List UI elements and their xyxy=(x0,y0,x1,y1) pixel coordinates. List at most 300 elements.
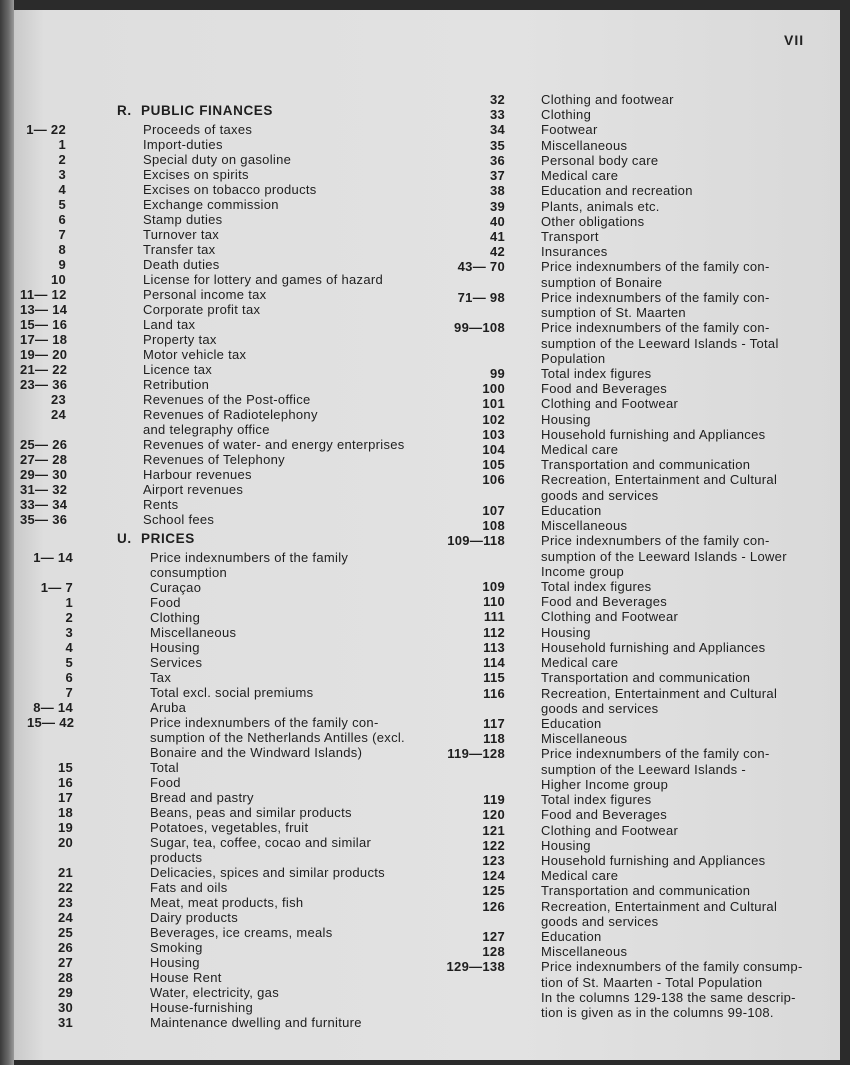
column-number: 114 xyxy=(483,655,505,671)
entry-description: Medical care xyxy=(541,168,619,184)
index-entry-row xyxy=(27,745,420,760)
column-number: 112 xyxy=(483,624,505,640)
index-entry-row xyxy=(20,272,420,287)
column-number: 15— 16 xyxy=(20,317,68,332)
index-entry-row xyxy=(440,503,840,518)
index-entry-row xyxy=(440,807,840,822)
section-letter: R. xyxy=(117,103,132,118)
entry-description: Education xyxy=(541,715,602,731)
entry-description: sumption of the Leeward Islands - Total xyxy=(541,335,779,351)
index-entry-row xyxy=(440,107,840,122)
index-entry-row xyxy=(27,820,420,835)
index-entry-row xyxy=(440,655,840,670)
column-number: 33— 34 xyxy=(20,497,68,512)
index-entry-row xyxy=(20,317,420,332)
entry-description: Recreation, Entertainment and Cultural xyxy=(541,472,778,488)
index-entry-row xyxy=(440,92,840,107)
column-number: 35 xyxy=(489,137,505,153)
index-entry-row xyxy=(20,452,420,467)
entry-description: Income group xyxy=(541,563,625,579)
entry-description: Food xyxy=(150,595,181,610)
column-number: 21— 22 xyxy=(20,362,68,377)
column-number: 19— 20 xyxy=(20,347,68,362)
entry-description: Personal income tax xyxy=(143,287,267,302)
entry-description: tion of St. Maarten - Total Population xyxy=(541,974,763,990)
entry-description: Bread and pastry xyxy=(150,790,254,805)
column-number: 2 xyxy=(58,152,66,167)
index-entry-row xyxy=(27,640,420,655)
entry-description: Personal body care xyxy=(541,152,659,168)
index-entry-row xyxy=(27,700,420,715)
index-entry-row xyxy=(20,167,420,182)
column-number: 6 xyxy=(58,212,66,227)
column-number: 28 xyxy=(57,970,73,985)
entry-description: Dairy products xyxy=(150,910,239,925)
column-number: 43— 70 xyxy=(457,259,505,275)
entry-description: Clothing xyxy=(541,107,592,123)
column-number: 36 xyxy=(489,152,505,168)
column-number: 41 xyxy=(489,228,505,244)
index-entry-row xyxy=(27,940,420,955)
entry-description: Footwear xyxy=(541,122,598,138)
column-number: 99 xyxy=(489,365,505,381)
index-entry-row xyxy=(20,287,420,302)
index-entry-row xyxy=(440,579,840,594)
index-entry-row xyxy=(27,595,420,610)
entry-description: goods and services xyxy=(541,913,659,929)
column-number: 113 xyxy=(483,639,505,655)
column-number: 22 xyxy=(57,880,73,895)
index-entry-row xyxy=(440,396,840,411)
index-entry-row xyxy=(27,865,420,880)
index-entry-row xyxy=(440,244,840,259)
entry-description: consumption xyxy=(150,565,228,580)
index-entry-row xyxy=(20,137,420,152)
entry-description: Corporate profit tax xyxy=(143,302,261,317)
index-entry-row xyxy=(27,850,420,865)
entry-description: Transfer tax xyxy=(143,242,216,257)
entry-description: Food and Beverages xyxy=(541,594,668,610)
column-number: 128 xyxy=(482,944,505,960)
entry-description: Rents xyxy=(143,497,179,512)
column-number: 26 xyxy=(57,940,73,955)
column-number: 39 xyxy=(489,198,505,214)
entry-description: sumption of St. Maarten xyxy=(541,305,686,321)
index-entry-row xyxy=(20,377,420,392)
entry-description: Total xyxy=(150,760,179,775)
entry-description: Excises on tobacco products xyxy=(143,182,317,197)
column-number: 1— 14 xyxy=(33,550,73,565)
column-number: 24 xyxy=(57,910,73,925)
column-number: 107 xyxy=(482,502,505,518)
index-entry-row xyxy=(20,347,420,362)
index-entry-row xyxy=(27,925,420,940)
index-entry-row xyxy=(20,407,420,422)
entry-description: Housing xyxy=(150,640,200,655)
index-entry-row xyxy=(440,366,840,381)
column-number: 40 xyxy=(489,213,505,229)
column-number: 25 xyxy=(57,925,73,940)
index-entry-row xyxy=(20,227,420,242)
entry-description: Tax xyxy=(150,670,172,685)
entry-description: Housing xyxy=(150,955,200,970)
column-number: 29 xyxy=(57,985,73,1000)
column-number: 3 xyxy=(58,167,66,182)
entry-description: Bonaire and the Windward Islands) xyxy=(150,745,363,760)
column-number: 111 xyxy=(483,609,505,625)
column-number: 109 xyxy=(482,579,505,594)
column-number: 1— 22 xyxy=(26,122,66,137)
entry-description: Aruba xyxy=(150,700,187,715)
index-entry-row xyxy=(440,701,840,716)
section-heading xyxy=(20,100,420,122)
index-entry-row xyxy=(440,899,840,914)
index-entry-row xyxy=(440,625,840,640)
index-entry-row xyxy=(20,152,420,167)
index-entry-row xyxy=(20,482,420,497)
index-entry-row xyxy=(440,868,840,883)
index-entry-row xyxy=(20,497,420,512)
index-entry-row xyxy=(440,944,840,959)
index-entry-row xyxy=(440,1005,840,1020)
column-number: 2 xyxy=(65,610,73,625)
entry-description: Recreation, Entertainment and Cultural xyxy=(541,685,778,701)
entry-description: Price indexnumbers of the family con- xyxy=(541,533,770,549)
entry-description: Price indexnumbers of the family consump- xyxy=(541,959,803,975)
column-number: 129—138 xyxy=(446,959,505,975)
index-entry-row xyxy=(440,716,840,731)
entry-description: Housing xyxy=(541,411,591,427)
index-entry-row xyxy=(20,197,420,212)
index-entry-row xyxy=(20,182,420,197)
entry-description: Turnover tax xyxy=(143,227,220,242)
column-number: 42 xyxy=(489,244,505,260)
column-number: 123 xyxy=(482,852,505,868)
index-entry-row xyxy=(27,880,420,895)
entry-description: Clothing and Footwear xyxy=(541,822,679,838)
entry-description: Death duties xyxy=(143,257,220,272)
entry-description: Plants, animals etc. xyxy=(541,198,660,214)
index-entry-row xyxy=(20,422,420,437)
section-title: PRICES xyxy=(141,531,195,546)
entry-description: sumption of the Leeward Islands - xyxy=(541,761,747,777)
index-entry-row xyxy=(440,975,840,990)
index-entry-row xyxy=(27,910,420,925)
entry-description: Services xyxy=(150,655,203,670)
column-number: 15— 42 xyxy=(27,715,75,730)
entry-description: Recreation, Entertainment and Cultural xyxy=(541,898,778,914)
index-entry-row xyxy=(440,381,840,396)
index-entry-row xyxy=(440,533,840,548)
column-number: 120 xyxy=(482,807,505,823)
column-number: 16 xyxy=(57,775,73,790)
entry-description: Price indexnumbers of the family con- xyxy=(150,715,379,730)
index-entry-row xyxy=(440,549,840,564)
column-number: 27 xyxy=(57,955,73,970)
column-number: 118 xyxy=(483,731,505,747)
section-letter: U. xyxy=(117,531,132,546)
index-entry-row xyxy=(440,959,840,974)
entry-description: Beans, peas and similar products xyxy=(150,805,352,820)
column-number: 108 xyxy=(482,518,505,534)
section-title: PUBLIC FINANCES xyxy=(141,103,274,118)
column-number: 71— 98 xyxy=(457,289,505,305)
index-entry-row xyxy=(440,914,840,929)
index-entry-row xyxy=(27,790,420,805)
column-number: 101 xyxy=(482,396,505,412)
index-entry-row xyxy=(440,259,840,274)
column-number: 25— 26 xyxy=(20,437,68,452)
index-entry-row xyxy=(440,427,840,442)
column-number: 116 xyxy=(483,685,505,701)
entry-description: sumption of the Netherlands Antilles (excl. xyxy=(150,730,405,745)
column-number: 109—118 xyxy=(447,533,505,549)
index-entry-row xyxy=(440,442,840,457)
entry-description: Revenues of the Post-office xyxy=(143,392,311,407)
index-entry-row xyxy=(27,730,420,745)
left-column-index xyxy=(20,100,420,1030)
index-entry-row xyxy=(27,610,420,625)
index-entry-row xyxy=(440,762,840,777)
column-number: 105 xyxy=(482,457,505,473)
entry-description: House-furnishing xyxy=(150,1000,254,1015)
column-number: 15 xyxy=(57,760,73,775)
index-entry-row xyxy=(440,564,840,579)
column-number: 1— 7 xyxy=(40,580,73,595)
index-entry-row xyxy=(20,332,420,347)
entry-description: products xyxy=(150,850,203,865)
index-entry-row xyxy=(27,805,420,820)
entry-description: Exchange commission xyxy=(143,197,279,212)
entry-description: School fees xyxy=(143,512,215,527)
entry-description: Education xyxy=(541,502,602,518)
column-number: 30 xyxy=(57,1000,73,1015)
column-number: 8— 14 xyxy=(33,700,73,715)
entry-description: Clothing and Footwear xyxy=(541,396,679,412)
column-number: 38 xyxy=(489,183,505,199)
index-entry-row xyxy=(440,792,840,807)
entry-description: Price indexnumbers of the family xyxy=(150,550,349,565)
entry-description: Price indexnumbers of the family con- xyxy=(541,746,770,762)
index-entry-row xyxy=(27,985,420,1000)
index-entry-row xyxy=(27,955,420,970)
index-entry-row xyxy=(20,512,420,527)
column-number: 127 xyxy=(482,929,505,945)
entry-description: Excises on spirits xyxy=(143,167,249,182)
entry-description: Medical care xyxy=(541,655,619,671)
entry-description: Clothing and footwear xyxy=(541,92,674,107)
entry-description: Household furnishing and Appliances xyxy=(541,426,766,442)
index-entry-row xyxy=(440,183,840,198)
index-entry-row xyxy=(440,122,840,137)
entry-description: Revenues of Telephony xyxy=(143,452,285,467)
entry-description: Transportation and communication xyxy=(541,883,751,899)
section-heading xyxy=(20,528,420,550)
column-number: 5 xyxy=(65,655,73,670)
column-number: 19 xyxy=(57,820,73,835)
entry-description: Revenues of water- and energy enterprises xyxy=(143,437,405,452)
entry-description: Food and Beverages xyxy=(541,381,668,397)
entry-description: sumption of Bonaire xyxy=(541,274,663,290)
column-number: 18 xyxy=(57,805,73,820)
entry-description: goods and services xyxy=(541,700,659,716)
column-number: 23 xyxy=(50,392,66,407)
index-entry-row xyxy=(27,565,420,580)
column-number: 17 xyxy=(57,790,73,805)
index-entry-row xyxy=(440,609,840,624)
index-entry-row xyxy=(440,686,840,701)
entry-description: Higher Income group xyxy=(541,776,669,792)
column-number: 20 xyxy=(57,835,73,850)
column-number: 23 xyxy=(57,895,73,910)
index-entry-row xyxy=(27,670,420,685)
index-entry-row xyxy=(20,392,420,407)
section-entries xyxy=(27,550,420,1030)
entry-description: Special duty on gasoline xyxy=(143,152,292,167)
index-entry-row xyxy=(440,290,840,305)
column-number: 103 xyxy=(482,426,505,442)
entry-description: Transportation and communication xyxy=(541,457,751,473)
entry-description: sumption of the Leeward Islands - Lower xyxy=(541,548,787,564)
entry-description: Transport xyxy=(541,228,599,244)
index-entry-row xyxy=(20,212,420,227)
column-number: 10 xyxy=(50,272,66,287)
column-number: 7 xyxy=(65,685,73,700)
entry-description: Miscellaneous xyxy=(541,137,628,153)
right-column-index xyxy=(440,92,840,1020)
column-number: 9 xyxy=(58,257,66,272)
column-number: 4 xyxy=(65,640,73,655)
section-entries xyxy=(20,122,420,527)
column-number: 11— 12 xyxy=(20,287,67,302)
index-entry-row xyxy=(440,275,840,290)
index-entry-row xyxy=(440,199,840,214)
entry-description: tion is given as in the columns 99-108. xyxy=(541,1005,774,1021)
entry-description: Curaçao xyxy=(150,580,202,595)
page-number: VII xyxy=(784,32,805,48)
index-entry-row xyxy=(440,214,840,229)
entry-description: Revenues of Radiotelephony xyxy=(143,407,318,422)
column-number: 31— 32 xyxy=(20,482,68,497)
index-entry-row xyxy=(20,362,420,377)
column-number: 24 xyxy=(50,407,66,422)
index-entry-row xyxy=(440,305,840,320)
index-entry-row xyxy=(440,777,840,792)
index-entry-row xyxy=(27,580,420,595)
entry-description: Medical care xyxy=(541,442,619,458)
entry-description: Total index figures xyxy=(541,792,652,808)
column-number: 121 xyxy=(482,822,505,838)
column-number: 106 xyxy=(482,472,505,488)
entry-description: Insurances xyxy=(541,244,608,260)
entry-description: Beverages, ice creams, meals xyxy=(150,925,333,940)
index-entry-row xyxy=(20,467,420,482)
entry-description: Total index figures xyxy=(541,365,652,381)
index-entry-row xyxy=(27,835,420,850)
index-entry-row xyxy=(27,715,420,730)
column-number: 110 xyxy=(483,594,505,610)
entry-description: Food xyxy=(150,775,181,790)
column-number: 119—128 xyxy=(447,746,505,762)
column-number: 104 xyxy=(482,442,505,458)
entry-description: Clothing xyxy=(150,610,201,625)
entry-description: Miscellaneous xyxy=(541,518,628,534)
index-entry-row xyxy=(440,929,840,944)
entry-description: Smoking xyxy=(150,940,203,955)
entry-description: Import-duties xyxy=(143,137,223,152)
entry-description: Total excl. social premiums xyxy=(150,685,314,700)
index-entry-row xyxy=(27,655,420,670)
entry-description: Property tax xyxy=(143,332,217,347)
entry-description: Meat, meat products, fish xyxy=(150,895,304,910)
index-entry-row xyxy=(440,320,840,335)
column-number: 124 xyxy=(482,868,505,884)
column-number: 13— 14 xyxy=(20,302,68,317)
column-number: 8 xyxy=(58,242,66,257)
index-entry-row xyxy=(440,518,840,533)
entry-description: Price indexnumbers of the family con- xyxy=(541,259,770,275)
index-entry-row xyxy=(27,550,420,565)
column-number: 21 xyxy=(57,865,73,880)
entry-description: Miscellaneous xyxy=(541,731,628,747)
entry-description: Fats and oils xyxy=(150,880,228,895)
entry-description: Housing xyxy=(541,837,591,853)
entry-description: Medical care xyxy=(541,868,619,884)
entry-description: Water, electricity, gas xyxy=(150,985,279,1000)
entry-description: Stamp duties xyxy=(143,212,223,227)
entry-description: goods and services xyxy=(541,487,659,503)
entry-description: Population xyxy=(541,350,606,366)
index-entry-row xyxy=(20,257,420,272)
index-entry-row xyxy=(440,457,840,472)
entry-description: Price indexnumbers of the family con- xyxy=(541,320,770,336)
entry-description: Maintenance dwelling and furniture xyxy=(150,1015,362,1030)
entry-description: Transportation and communication xyxy=(541,670,751,686)
column-number: 126 xyxy=(482,898,505,914)
index-entry-row xyxy=(440,883,840,898)
entry-description: House Rent xyxy=(150,970,222,985)
entry-description: Land tax xyxy=(143,317,196,332)
column-number: 115 xyxy=(483,670,505,686)
entry-description: Household furnishing and Appliances xyxy=(541,639,766,655)
index-entry-row xyxy=(440,670,840,685)
entry-description: Sugar, tea, coffee, cocao and similar xyxy=(150,835,372,850)
book-spine xyxy=(0,0,14,1065)
index-entry-row xyxy=(440,472,840,487)
column-number: 1 xyxy=(65,595,73,610)
entry-description: Education and recreation xyxy=(541,183,693,199)
entry-description: Miscellaneous xyxy=(150,625,237,640)
entry-description: Licence tax xyxy=(143,362,213,377)
column-number: 3 xyxy=(65,625,73,640)
index-entry-row xyxy=(440,731,840,746)
index-entry-row xyxy=(440,853,840,868)
index-entry-row xyxy=(440,153,840,168)
entry-description: Education xyxy=(541,929,602,945)
entry-description: Delicacies, spices and similar products xyxy=(150,865,385,880)
index-entry-row xyxy=(440,594,840,609)
column-number: 37 xyxy=(489,168,505,184)
index-entry-row xyxy=(440,746,840,761)
entry-description: Clothing and Footwear xyxy=(541,609,679,625)
index-entry-row xyxy=(27,1000,420,1015)
column-number: 125 xyxy=(482,883,505,899)
column-number: 5 xyxy=(58,197,66,212)
entry-description: In the columns 129-138 the same descrip- xyxy=(541,989,796,1005)
entry-description: License for lottery and games of hazard xyxy=(143,272,384,287)
column-number: 31 xyxy=(57,1015,73,1030)
index-entry-row xyxy=(20,437,420,452)
